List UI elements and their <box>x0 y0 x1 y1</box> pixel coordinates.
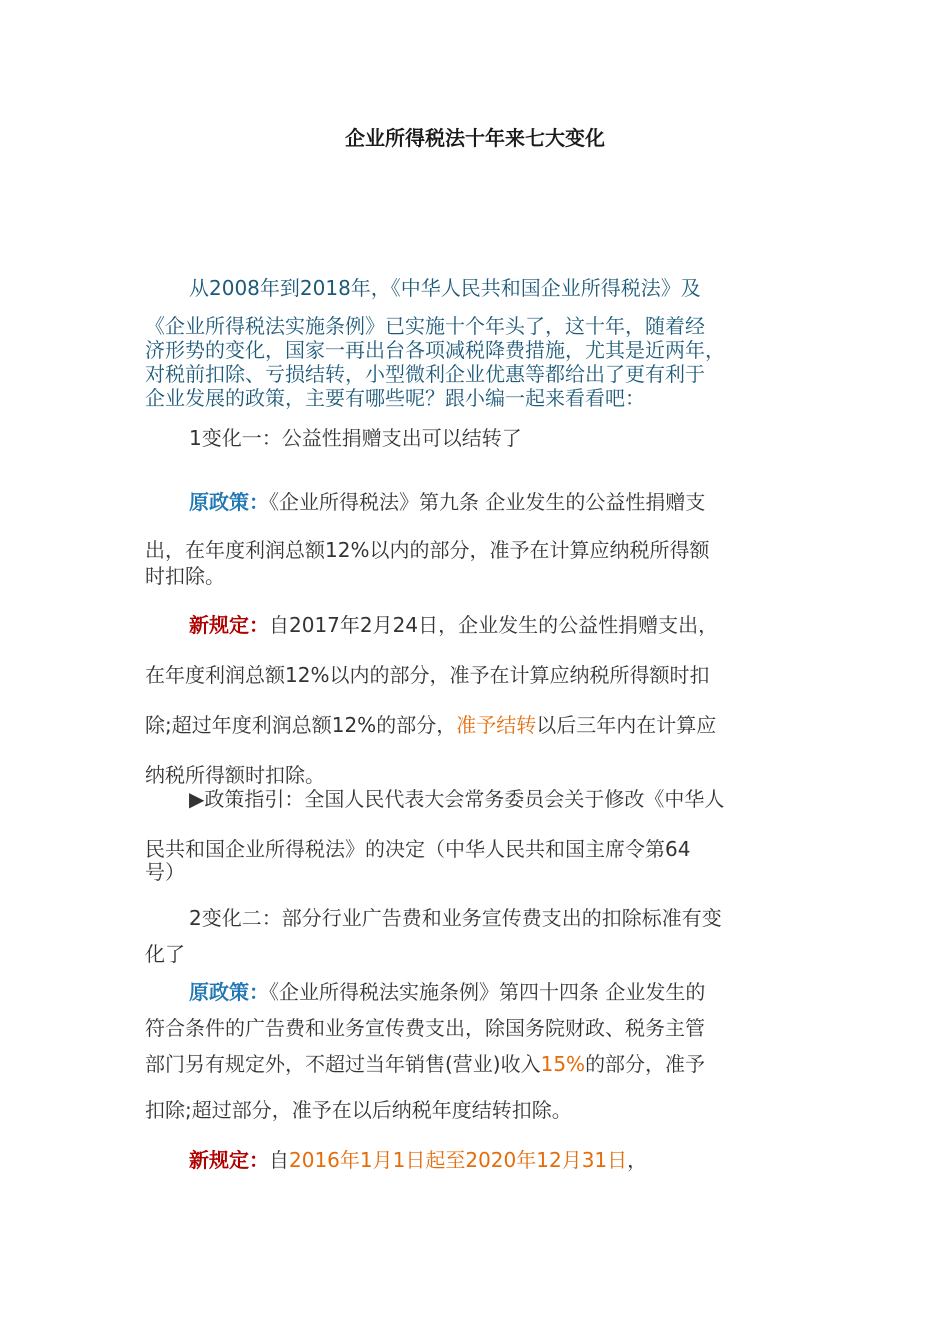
new-rule-label-2: 新规定： <box>189 1148 269 1172</box>
change1-new-line-3b: 以后三年内在计算应 <box>536 713 717 737</box>
carry-forward-highlight: 准予结转 <box>456 713 537 737</box>
date-range-highlight: 2016年1月1日起至2020年12月31日 <box>289 1148 628 1172</box>
change2-new-rule <box>145 1148 854 1172</box>
change2-old-line-2: 符合条件的广告费和业务宣传费支出，除国务院财政、税务主管 <box>145 1016 705 1040</box>
guide-line-1: ▶政策指引：全国人民代表大会常务委员会关于修改《中华人 <box>189 787 725 811</box>
intro-line-3: 济形势的变化，国家一再出台各项减税降费措施，尤其是近两年， <box>145 338 725 362</box>
policy-guide <box>145 774 810 874</box>
change2-old-line-4: 扣除;超过部分，准予在以后纳税年度结转扣除。 <box>145 1098 572 1122</box>
new-rule-label: 新规定： <box>189 613 269 637</box>
change2-new-prefix: 自 <box>269 1148 289 1172</box>
change1-old-line-3: 时扣除。 <box>145 564 225 588</box>
intro-line-2: 《企业所得税法实施条例》已实施十个年头了，这十年，随着经 <box>145 314 705 338</box>
change1-new-line-3a: 除;超过年度利润总额12%的部分， <box>145 713 457 737</box>
document-title: 企业所得税法十年来七大变化 <box>345 126 605 150</box>
old-policy-label-2: 原政策： <box>189 980 269 1004</box>
guide-line-3: 号） <box>145 860 185 884</box>
change1-heading: 1变化一：公益性捐赠支出可以结转了 <box>189 426 522 450</box>
intro-line-1: 从2008年到2018年，《中华人民共和国企业所得税法》及 <box>189 276 701 300</box>
old-policy-label: 原政策： <box>189 490 269 514</box>
change1-old-line-1: 《企业所得税法》第九条 企业发生的公益性捐赠支 <box>269 490 706 514</box>
change2-heading <box>145 900 810 972</box>
change1-old-policy <box>145 478 810 574</box>
change1-old-line-2: 出，在年度利润总额12%以内的部分，准予在计算应纳税所得额 <box>145 538 710 562</box>
change2-old-line-3a: 部门另有规定外，不超过当年销售(营业)收入 <box>145 1052 541 1076</box>
change2-old-line-3b: 的部分，准予 <box>585 1052 706 1076</box>
change1-new-line-2: 在年度利润总额12%以内的部分，准予在计算应纳税所得额时扣 <box>145 663 710 687</box>
intro-paragraph <box>145 276 810 410</box>
change1-new-rule <box>145 600 810 800</box>
percent-highlight: 15% <box>540 1052 586 1076</box>
guide-line-2: 民共和国企业所得税法》的决定（中华人民共和国主席令第64 <box>145 837 691 861</box>
change2-old-line-1: 《企业所得税法实施条例》第四十四条 企业发生的 <box>269 980 706 1004</box>
change2-heading-line-1: 2变化二：部分行业广告费和业务宣传费支出的扣除标准有变 <box>189 906 722 930</box>
change1-new-line-1: 自2017年2月24日，企业发生的公益性捐赠支出， <box>269 613 719 637</box>
intro-line-4: 对税前扣除、亏损结转，小型微利企业优惠等都给出了更有利于 <box>145 362 705 386</box>
change2-old-policy <box>145 974 810 1082</box>
change2-new-suffix: ， <box>627 1148 648 1172</box>
change1-new-line-4: 纳税所得额时扣除。 <box>145 763 325 787</box>
change2-heading-line-2: 化了 <box>145 942 185 966</box>
intro-line-5: 企业发展的政策，主要有哪些呢？跟小编一起来看看吧： <box>145 386 645 410</box>
